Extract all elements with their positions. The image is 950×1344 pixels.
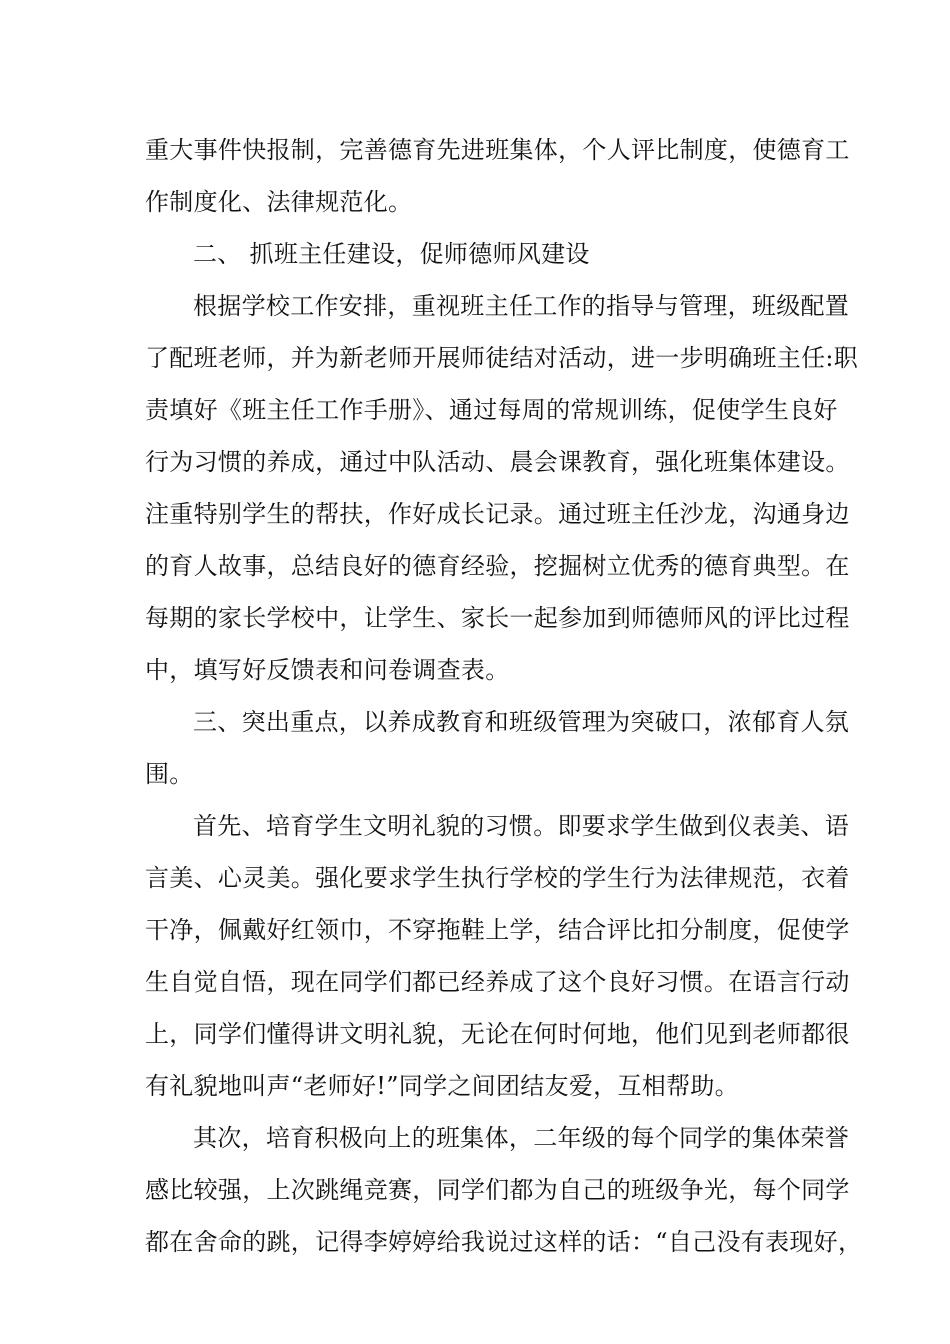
text-line: 的育人故事，总结良好的德育经验，挖掘树立优秀的德育典型。在 [145,552,850,580]
text-line: 每期的家长学校中，让学生、家长一起参加到师德师风的评比过程 [145,604,850,632]
text-line: 都在舍命的跳，记得李婷婷给我说过这样的话：“自己没有表现好， [145,1228,863,1256]
text-line: 生自觉自悟，现在同学们都已经养成了这个良好习惯。在语言行动 [145,968,850,996]
text-line: 上，同学们懂得讲文明礼貌，无论在何时何地，他们见到老师都很 [145,1020,850,1048]
text-line: 作制度化、法律规范化。 [145,188,413,216]
text-line: 首先、培育学生文明礼貌的习惯。即要求学生做到仪表美、语 [193,812,850,840]
text-line: 行为习惯的养成，通过中队活动、晨会课教育，强化班集体建设。 [145,448,850,476]
section-heading: 二、 抓班主任建设，促师德师风建设 [193,240,590,268]
text-line: 中，填写好反馈表和问卷调查表。 [145,656,510,684]
text-line: 责填好《班主任工作手册》、通过每周的常规训练，促使学生良好 [145,396,838,424]
text-line: 言美、心灵美。强化要求学生执行学校的学生行为法律规范，衣着 [145,864,850,892]
document-body [145,124,863,1268]
text-line: 根据学校工作安排，重视班主任工作的指导与管理，班级配置 [193,292,850,320]
text-line: 感比较强，上次跳绳竞赛，同学们都为自己的班级争光，每个同学 [145,1176,850,1204]
text-line: 了配班老师，并为新老师开展师徒结对活动，进一步明确班主任:职 [145,344,859,372]
text-line: 注重特别学生的帮扶，作好成长记录。通过班主任沙龙，沟通身边 [145,500,850,528]
text-line: 其次，培育积极向上的班集体，二年级的每个同学的集体荣誉 [193,1124,850,1152]
text-line: 重大事件快报制，完善德育先进班集体，个人评比制度，使德育工 [145,136,850,164]
section-heading: 三、突出重点，以养成教育和班级管理为突破口，浓郁育人氛 [193,708,850,736]
text-line: 有礼貌地叫声“老师好!”同学之间团结友爱，互相帮助。 [145,1072,739,1100]
text-line: 干净，佩戴好红领巾，不穿拖鞋上学，结合评比扣分制度，促使学 [145,916,850,944]
text-line: 围。 [145,760,194,788]
